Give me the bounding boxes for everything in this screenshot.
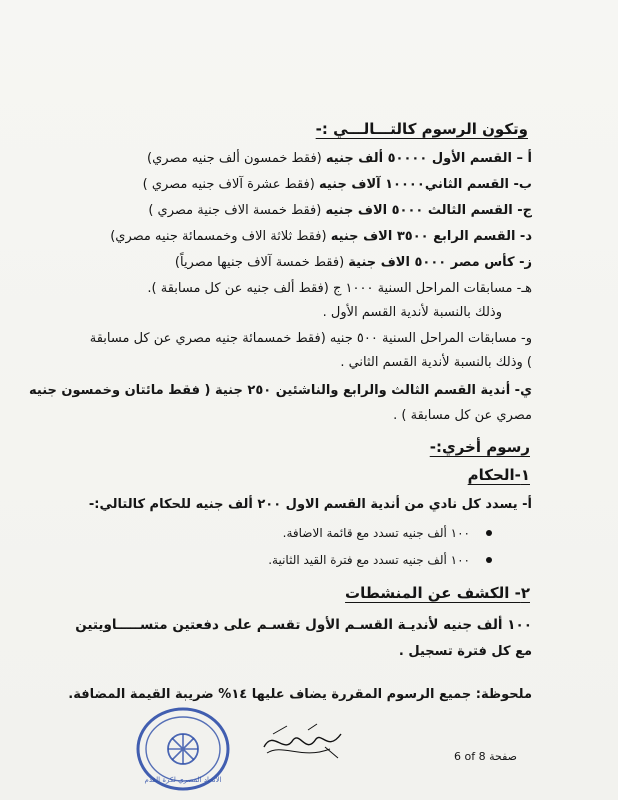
fee-note: (فقط ثلاثة الاف وخمسمائة جنيه مصري) <box>110 229 327 244</box>
referees-section-title: ١-الحكام <box>467 466 530 484</box>
youth-fee-second-line-1: و- مسابقات المراحل السنية ٥٠٠ جنيه (فقط خمسمائة جنيه مصري عن كل مسابقة <box>89 331 532 346</box>
fee-label: ج- القسم الثالث ٥٠٠٠ الاف جنيه <box>325 203 532 218</box>
bullet-icon <box>486 557 492 563</box>
lower-divisions-fee-line-1: ي- أندية القسم الثالث والرابع والناشئين ٢٥٠ جنية ( فقط مائتان وخمسون جنيه <box>29 383 532 398</box>
fee-line-d <box>110 228 532 246</box>
doping-fee-line-2: مع كل فترة تسجيل . <box>398 644 532 659</box>
fee-label: ب- القسم الثاني١٠٠٠٠ آلاف جنيه <box>318 177 532 192</box>
fee-line-a <box>147 150 532 168</box>
youth-fee-second-line-2: ) وذلك بالنسبة لأندية القسم الثاني . <box>340 355 532 370</box>
other-fees-title: رسوم أخري:- <box>429 438 530 456</box>
bullet-icon <box>486 530 492 536</box>
youth-fee-line-1: هـ- مسابقات المراحل السنية ١٠٠٠ ج (فقط ألف جنيه عن كل مسابقة ). <box>147 281 532 296</box>
vat-note: ملحوظة: جميع الرسوم المقررة يضاف عليها ١٤% ضريبة القيمة المضافة. <box>68 687 532 702</box>
youth-fee-line-2: وذلك بالنسبة لأندية القسم الأول . <box>322 305 502 320</box>
doping-section-title: ٢- الكشف عن المنشطات <box>345 584 530 602</box>
fee-line-z <box>175 254 532 272</box>
fees-title: وتكون الرسوم كالتـــالـــي :- <box>315 120 528 138</box>
doping-fee-line-1: ١٠٠ ألف جنيه لأنديـة القسـم الأول تقسـم على دفعتين متســـــاويتين <box>75 617 532 633</box>
fee-note: (فقط خمسون ألف جنيه مصري) <box>147 151 322 166</box>
fee-line-b <box>143 176 532 194</box>
fee-label: أ – القسم الأول ٥٠٠٠٠ ألف جنيه <box>325 151 532 166</box>
seal-stamp <box>132 705 234 793</box>
lower-divisions-fee-line-2: مصري عن كل مسابقة ) . <box>393 408 532 423</box>
seal-label: الاتحاد المصري لكرة القدم <box>144 776 222 784</box>
signature <box>258 722 348 767</box>
fee-line-c <box>148 202 532 220</box>
page-number: 6 of 8 صفحة <box>454 750 517 763</box>
fee-label: د- القسم الرابع ٣٥٠٠ الاف جنيه <box>330 229 532 244</box>
referees-bullet-1: ١٠٠ ألف جنيه تسدد مع قائمة الاضافة. <box>282 526 470 540</box>
referees-fee-text: أ- يسدد كل نادي من أندية القسم الاول ٢٠٠ ألف جنيه للحكام كالتالي:- <box>88 497 532 512</box>
fee-note: (فقط خمسة آلاف جنيها مصرياً) <box>174 255 345 270</box>
fee-note: (فقط عشرة آلاف جنيه مصري ) <box>142 177 315 192</box>
fee-note: (فقط خمسة الاف جنية مصري ) <box>148 203 322 218</box>
fee-label: ز- كأس مصر ٥٠٠٠ الاف جنية <box>348 255 532 270</box>
referees-bullet-2: ١٠٠ ألف جنيه تسدد مع فترة القيد الثانية. <box>268 553 470 567</box>
